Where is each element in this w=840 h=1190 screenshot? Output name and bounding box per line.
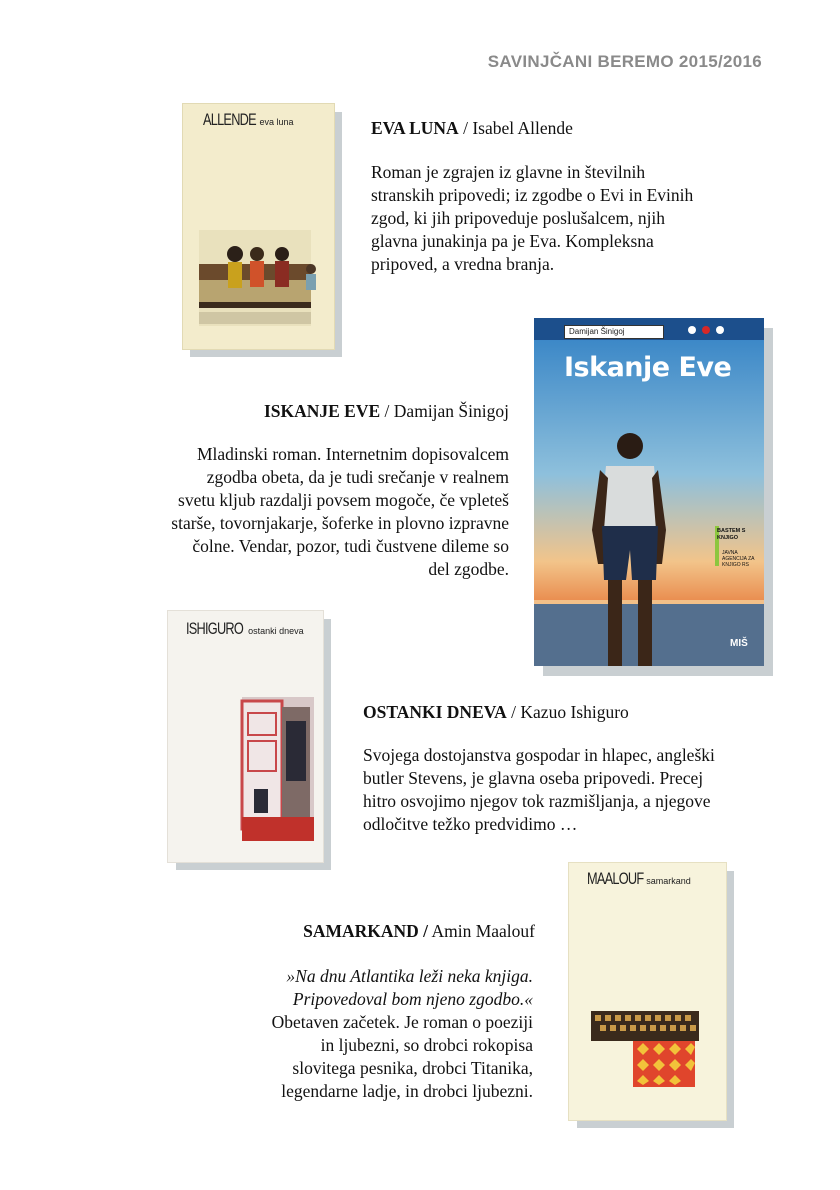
description-line: del zgodbe. — [428, 559, 509, 579]
cover-author: ISHIGURO — [186, 619, 244, 638]
description-line: svetu kljub razdalji povsem mogoče, če vpleteš — [178, 490, 509, 510]
description-line: butler Stevens, je glavna oseba pripovedi. Precej — [363, 768, 704, 788]
book-description — [272, 965, 533, 1103]
book-description — [171, 443, 509, 581]
cover-illustration — [569, 863, 726, 1120]
quote-line: »Na dnu Atlantika leži neka knjiga. — [286, 966, 533, 986]
description-line: zgod, ki jih pripoveduje poslušalcem, njih — [371, 208, 666, 228]
book-author: Kazuo Ishiguro — [520, 702, 629, 722]
cover-subtitle: samarkand — [646, 876, 691, 886]
cover-author-box: Damijan Šinigoj — [564, 325, 664, 339]
description-line: Mladinski roman. Internetnim dopisovalcem — [196, 444, 509, 464]
book-title: EVA LUNA — [371, 118, 459, 138]
cover-badge: BASTEM S KNJIGO — [717, 528, 746, 541]
book-title: OSTANKI DNEVA — [363, 702, 507, 722]
description-line: glavna junakinja pa je Eva. Kompleksna — [371, 231, 654, 251]
book-title-line: EVA LUNA / Isabel Allende — [371, 118, 573, 138]
book-author: Damijan Šinigoj — [393, 401, 509, 421]
cover-publisher: MIŠ — [730, 638, 748, 649]
book-cover-iskanje-eve — [534, 318, 774, 676]
book-title-line — [303, 920, 535, 942]
book-title-line: ISKANJE EVE / Damijan Šinigoj — [263, 401, 509, 421]
cover-title: Iskanje Eve — [564, 352, 732, 383]
cover-author: MAALOUF — [587, 869, 644, 888]
description-line: in ljubezni, so drobci rokopisa — [320, 1035, 533, 1055]
description-line: odločitve težko predvidimo … — [363, 814, 578, 834]
book-cover-samarkand — [568, 862, 734, 1128]
book-author: Amin Maalouf — [431, 921, 535, 941]
book-title: ISKANJE EVE — [263, 401, 381, 421]
description-line: slovitega pesnika, drobci Titanika, — [292, 1058, 533, 1078]
description-line: stranskih pripovedi; iz zgodbe o Evi in Evinih — [371, 185, 694, 205]
description-line: pripoved, a vredna branja. — [371, 254, 555, 274]
description-line: Roman je zgrajen iz glavne in številnih — [371, 162, 646, 182]
book-description — [363, 744, 715, 836]
book-cover-ostanki-dneva — [167, 610, 331, 870]
book-description — [371, 161, 693, 276]
cover-author: ALLENDE — [203, 110, 256, 129]
description-line: Obetaven začetek. Je roman o poeziji — [271, 1012, 533, 1032]
description-line: Svojega dostojanstva gospodar in hlapec, angleški — [363, 745, 715, 765]
description-line: legendarne ladje, in drobci ljubezni. — [281, 1081, 533, 1101]
cover-badge-agency: JAVNA AGENCIJA ZA KNJIGO RS — [722, 550, 755, 568]
book-author: Isabel Allende — [472, 118, 573, 138]
description-line: čolne. Vendar, pozor, tudi čustvene dileme so — [192, 536, 509, 556]
quote-line: Pripovedoval bom njeno zgodbo.« — [292, 989, 533, 1009]
cover-illustration — [168, 611, 323, 862]
description-line: zgodba obeta, da je tudi srečanje v realnem — [206, 467, 509, 487]
cover-subtitle: eva luna — [259, 117, 294, 127]
cover-subtitle: ostanki dneva — [248, 626, 304, 636]
page-header: SAVINJČANI BEREMO 2015/2016 — [487, 52, 762, 71]
cover-illustration — [183, 104, 334, 349]
book-cover-eva-luna — [182, 103, 344, 357]
book-title: SAMARKAND / — [303, 921, 429, 941]
book-title-line: OSTANKI DNEVA / Kazuo Ishiguro — [363, 702, 629, 722]
description-line: starše, tovornjakarje, šoferke in plovno izpravne — [171, 513, 509, 533]
description-line: hitro osvojimo njegov tok razmišljanja, a njegove — [363, 791, 711, 811]
